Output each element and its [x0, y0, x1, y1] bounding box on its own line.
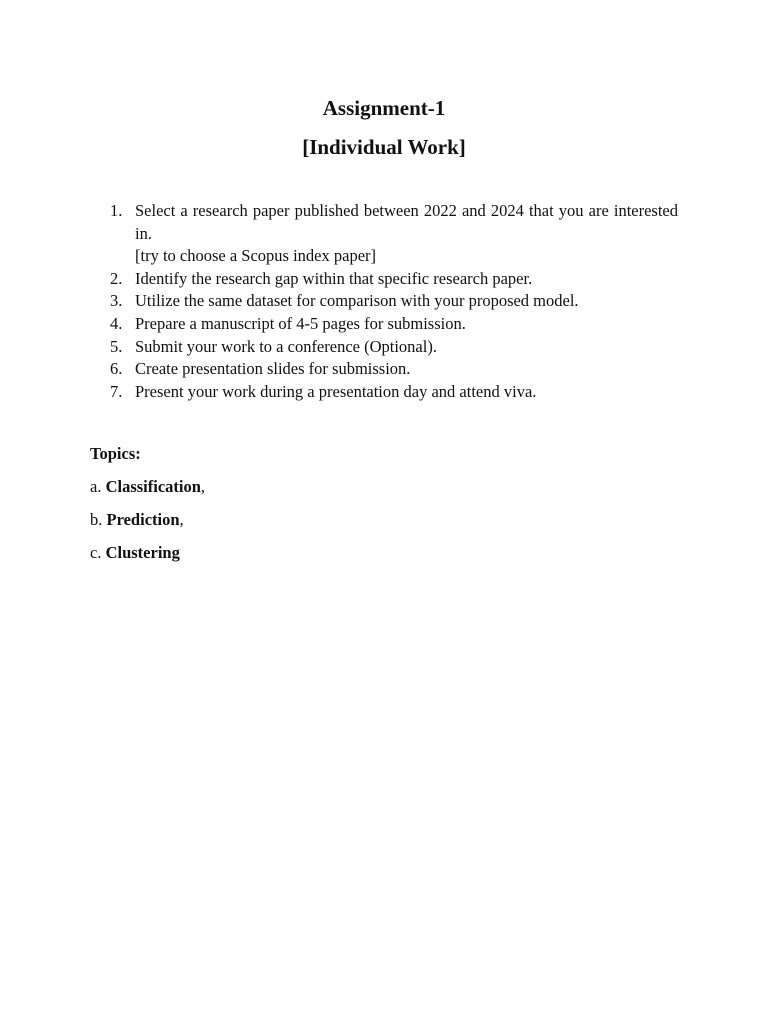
topic-suffix: ,	[179, 510, 184, 529]
list-item-text: Identify the research gap within that specific research paper.	[135, 268, 533, 288]
list-item-number: 5.	[110, 336, 123, 356]
topic-prefix: c.	[90, 543, 102, 562]
list-item	[90, 381, 678, 404]
list-item-note: [try to choose a Scopus index paper]	[135, 246, 377, 266]
document-title: Assignment-1	[322, 96, 446, 120]
topic-prefix: b.	[90, 510, 103, 529]
topics-heading: Topics:	[90, 444, 141, 463]
list-item-number: 3.	[110, 291, 123, 311]
list-item	[90, 358, 678, 381]
list-item-text: Present your work during a presentation day and attend viva.	[135, 381, 537, 401]
list-item-number: 7.	[110, 381, 123, 401]
topic-label: Classification	[105, 477, 201, 496]
topic-item	[90, 509, 184, 531]
document-subtitle: [Individual Work]	[302, 135, 466, 159]
instruction-list	[90, 200, 678, 403]
list-item-number: 6.	[110, 359, 123, 379]
list-item	[90, 200, 678, 268]
list-item	[90, 290, 678, 313]
list-item-text: Submit your work to a conference (Optional).	[135, 336, 437, 356]
topic-suffix: ,	[200, 477, 206, 496]
list-item	[90, 336, 678, 359]
list-item-number: 2.	[110, 268, 123, 288]
list-item-text: Utilize the same dataset for comparison with your proposed model.	[135, 291, 579, 311]
list-item-text: Create presentation slides for submission.	[135, 359, 411, 379]
topic-prefix: a.	[90, 477, 102, 496]
list-item-text: Prepare a manuscript of 4-5 pages for submission.	[135, 313, 466, 333]
list-item-number: 1.	[110, 201, 123, 220]
list-item-text: Select a research paper published between 2022 and 2024 that you are interested in.	[135, 201, 678, 243]
list-item	[90, 313, 678, 336]
list-item	[90, 268, 678, 291]
topic-item	[90, 476, 205, 498]
topic-label: Clustering	[105, 543, 180, 562]
topic-item	[90, 542, 180, 564]
list-item-number: 4.	[110, 313, 123, 333]
topic-label: Prediction	[106, 510, 180, 529]
